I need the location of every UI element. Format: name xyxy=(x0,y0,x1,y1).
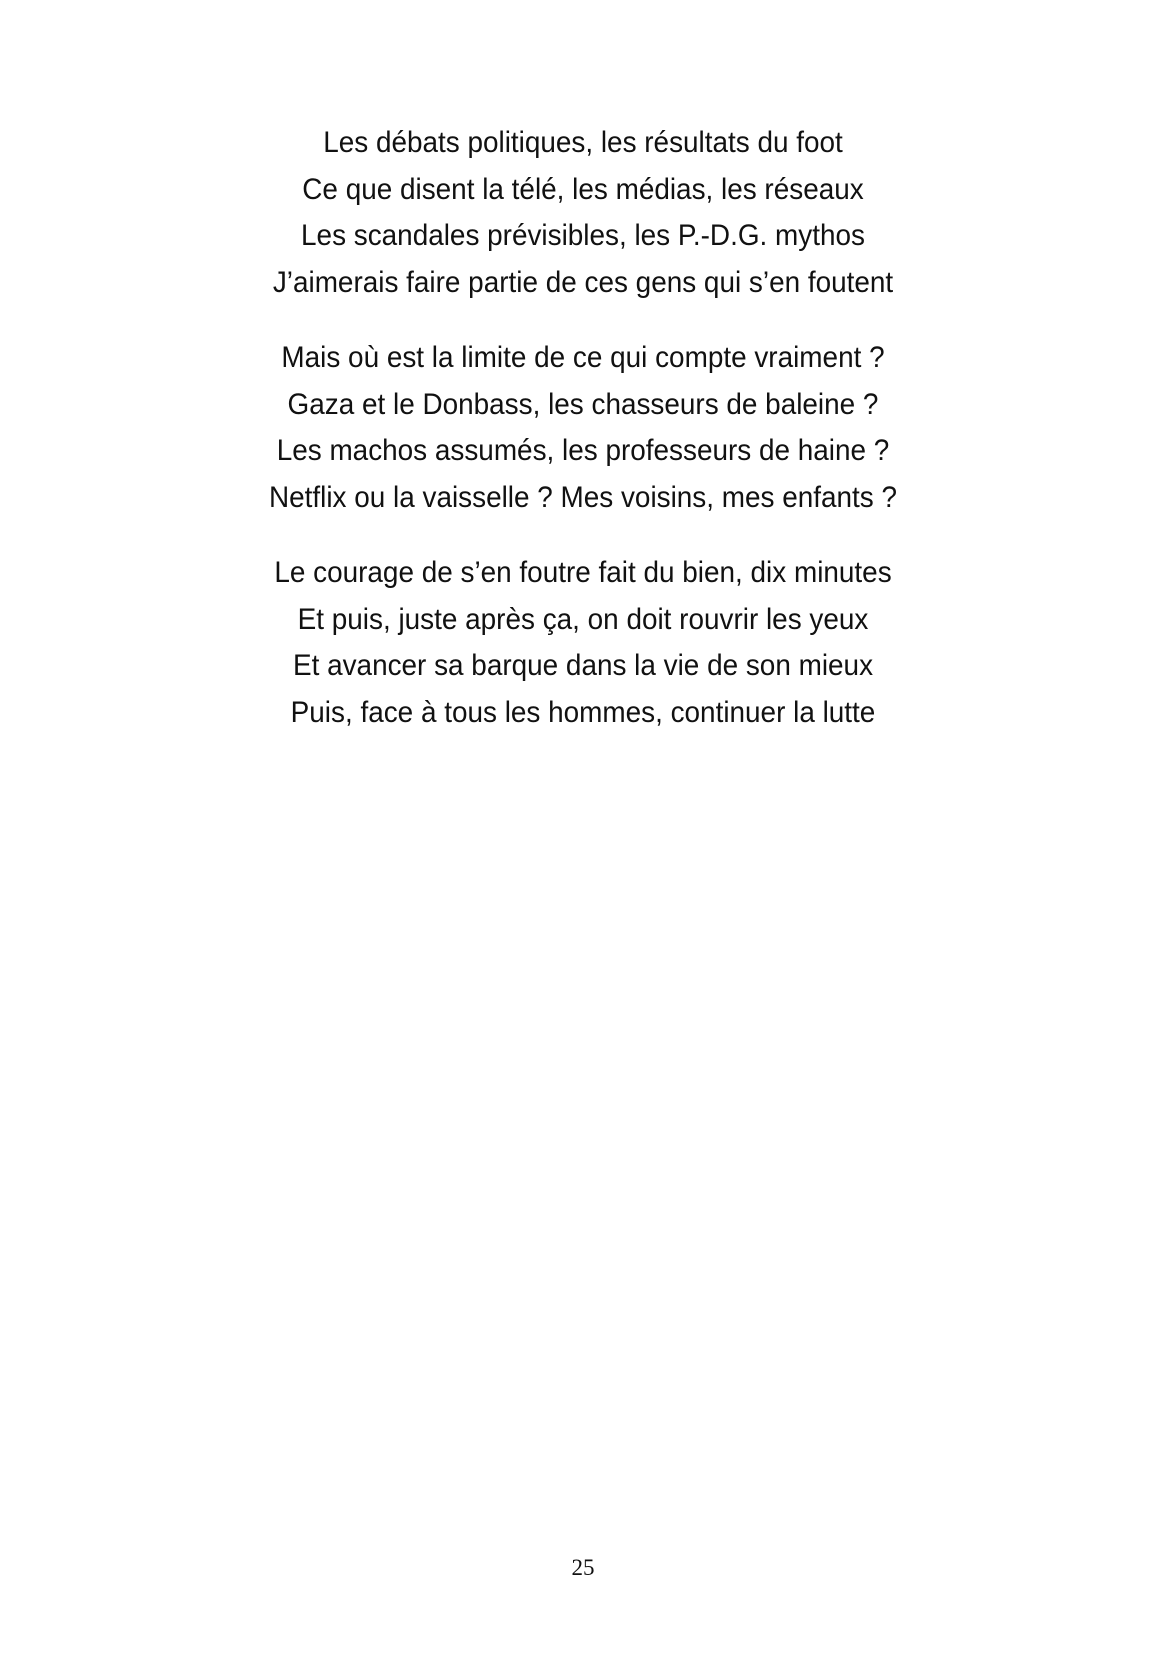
stanza-2 xyxy=(41,335,1125,521)
verse-line: Netflix ou la vaisselle ? Mes voisins, mes enfants ? xyxy=(268,480,898,514)
verse-line: Les débats politiques, les résultats du foot xyxy=(323,126,843,159)
verse-line: Les scandales prévisibles, les P.-D.G. mythos xyxy=(301,219,865,252)
verse-line: Le courage de s’en foutre fait du bien, dix minutes xyxy=(274,556,892,589)
verse-line: Et avancer sa barque dans la vie de son mieux xyxy=(292,649,874,682)
page-number: 25 xyxy=(571,1555,595,1580)
verse-line: Ce que disent la télé, les médias, les réseaux xyxy=(302,172,864,206)
stanza-3 xyxy=(41,550,1125,736)
verse-line: Gaza et le Donbass, les chasseurs de baleine ? xyxy=(287,387,879,421)
poem xyxy=(41,120,1125,765)
verse-line: J’aimerais faire partie de ces gens qui s’en foutent xyxy=(272,265,894,299)
verse-line: Puis, face à tous les hommes, continuer la lutte xyxy=(290,695,876,729)
verse-line: Mais où est la limite de ce qui compte vraiment ? xyxy=(281,341,885,374)
stanza-1 xyxy=(41,120,1125,306)
verse-line: Et puis, juste après ça, on doit rouvrir les yeux xyxy=(297,602,869,636)
verse-line: Les machos assumés, les professeurs de haine ? xyxy=(276,434,890,467)
